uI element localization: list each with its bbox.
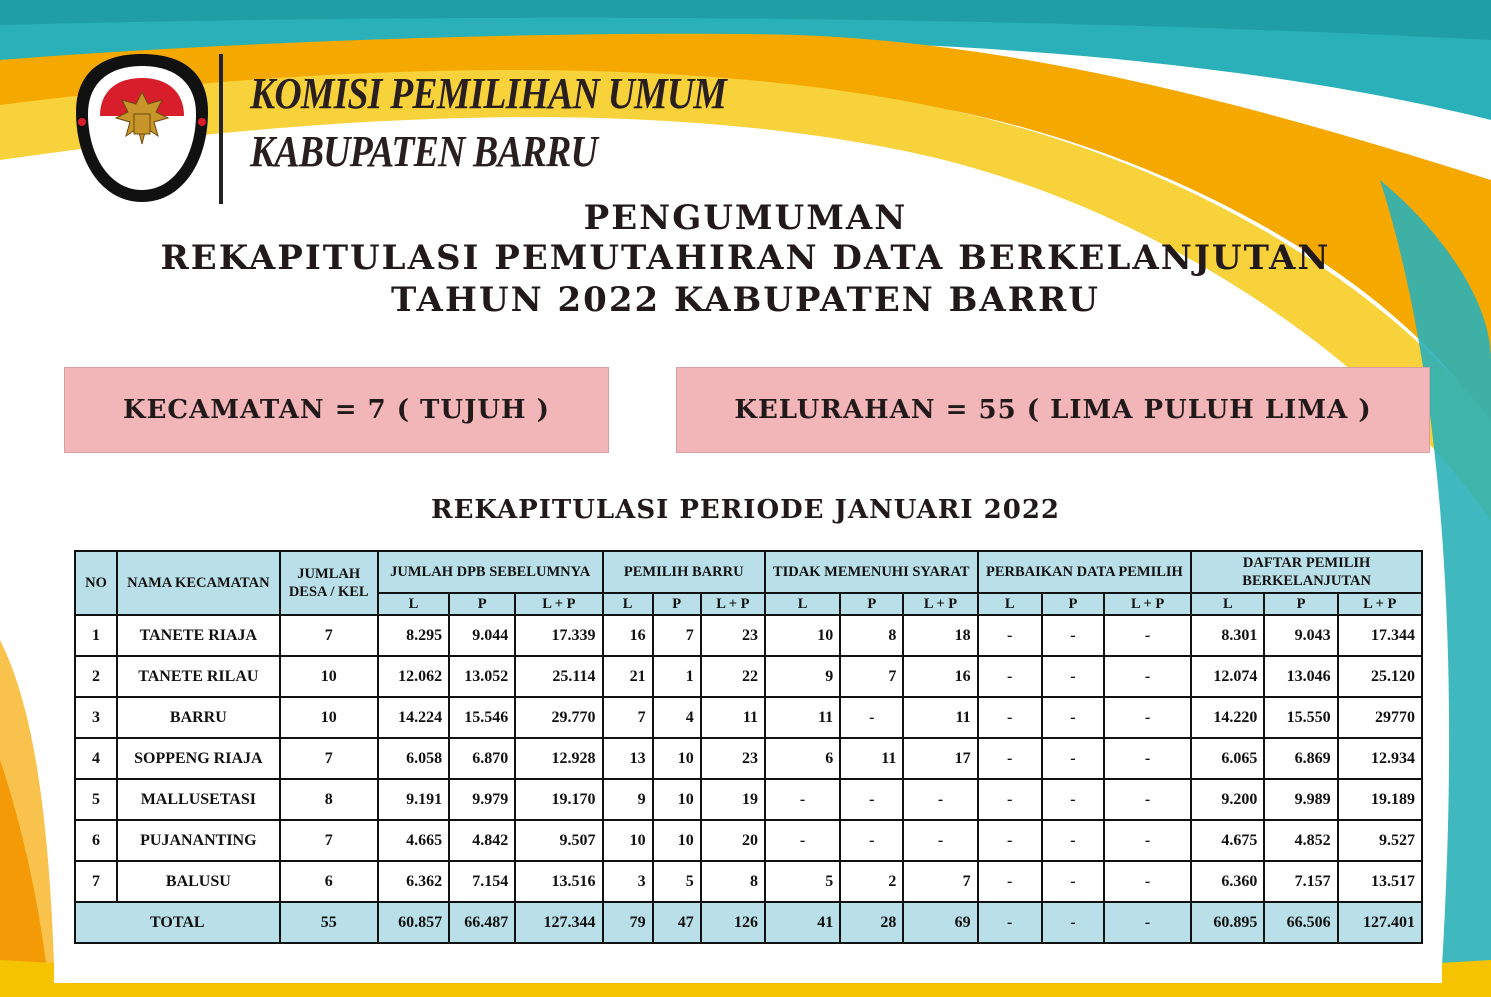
table-cell: 8 bbox=[280, 779, 378, 820]
table-cell: 4.665 bbox=[378, 820, 449, 861]
table-cell: 9.527 bbox=[1338, 820, 1422, 861]
total-cell: - bbox=[978, 902, 1042, 943]
table-cell: 9.191 bbox=[378, 779, 449, 820]
table-cell: - bbox=[840, 779, 903, 820]
announcement-year: TAHUN 2022 KABUPATEN BARRU bbox=[391, 280, 1100, 320]
total-cell: 127.401 bbox=[1338, 902, 1422, 943]
table-cell: - bbox=[1104, 738, 1191, 779]
table-cell: - bbox=[1042, 820, 1104, 861]
kpu-logo bbox=[72, 52, 212, 204]
header-dpb-sebelumnya: JUMLAH DPB SEBELUMNYA bbox=[378, 551, 603, 593]
table-cell: 11 bbox=[701, 697, 765, 738]
table-cell: 19.170 bbox=[515, 779, 602, 820]
table-cell: 15.550 bbox=[1264, 697, 1337, 738]
table-cell: 5 bbox=[75, 779, 117, 820]
table-cell: 4 bbox=[75, 738, 117, 779]
table-cell: MALLUSETASI bbox=[117, 779, 279, 820]
table-cell: - bbox=[1042, 779, 1104, 820]
table-cell: - bbox=[1042, 615, 1104, 656]
table-cell: 12.074 bbox=[1191, 656, 1264, 697]
total-cell: 66.506 bbox=[1264, 902, 1337, 943]
org-name-line1: KOMISI PEMILIHAN UMUM bbox=[250, 69, 727, 118]
table-cell: - bbox=[903, 820, 977, 861]
table-cell: 7 bbox=[653, 615, 701, 656]
subheader-l: L bbox=[1191, 593, 1264, 615]
table-cell: 9.989 bbox=[1264, 779, 1337, 820]
table-row bbox=[75, 615, 1422, 656]
total-cell: 79 bbox=[603, 902, 653, 943]
table-cell: 10 bbox=[603, 820, 653, 861]
table-cell: 16 bbox=[603, 615, 653, 656]
table-cell: BARRU bbox=[117, 697, 279, 738]
table-cell: 5 bbox=[653, 861, 701, 902]
table-cell: 4.842 bbox=[449, 820, 515, 861]
table-cell: 8 bbox=[701, 861, 765, 902]
subheader-l: L bbox=[603, 593, 653, 615]
table-cell: - bbox=[978, 861, 1042, 902]
table-cell: 9.507 bbox=[515, 820, 602, 861]
table-cell: 8.295 bbox=[378, 615, 449, 656]
table-cell: 29770 bbox=[1338, 697, 1422, 738]
table-cell: - bbox=[978, 779, 1042, 820]
table-cell: 14.220 bbox=[1191, 697, 1264, 738]
table-cell: 11 bbox=[903, 697, 977, 738]
header-no: NO bbox=[75, 551, 117, 615]
total-cell: 126 bbox=[701, 902, 765, 943]
table-cell: - bbox=[1042, 861, 1104, 902]
announcement-subtitle: REKAPITULASI PEMUTAHIRAN DATA BERKELANJUTAN bbox=[160, 238, 1331, 278]
table-cell: - bbox=[840, 820, 903, 861]
table-cell: 21 bbox=[603, 656, 653, 697]
total-cell: - bbox=[1104, 902, 1191, 943]
announcement-title: PENGUMUMAN bbox=[583, 198, 908, 238]
header-perbaikan: PERBAIKAN DATA PEMILIH bbox=[978, 551, 1192, 593]
header-divider bbox=[219, 54, 223, 204]
total-cell: 60.857 bbox=[378, 902, 449, 943]
table-cell: 12.928 bbox=[515, 738, 602, 779]
table-cell: 10 bbox=[280, 656, 378, 697]
table-cell: - bbox=[1104, 615, 1191, 656]
subheader-l: L bbox=[765, 593, 840, 615]
table-cell: - bbox=[840, 697, 903, 738]
table-cell: 9.043 bbox=[1264, 615, 1337, 656]
table-row bbox=[75, 656, 1422, 697]
table-cell: - bbox=[1042, 697, 1104, 738]
table-cell: 6.870 bbox=[449, 738, 515, 779]
table-cell: 14.224 bbox=[378, 697, 449, 738]
table-cell: 19 bbox=[701, 779, 765, 820]
table-cell: 11 bbox=[840, 738, 903, 779]
total-cell: 60.895 bbox=[1191, 902, 1264, 943]
subheader-p: P bbox=[653, 593, 701, 615]
table-cell: - bbox=[1104, 656, 1191, 697]
org-name-line2: KABUPATEN BARRU bbox=[250, 127, 598, 176]
table-cell: 23 bbox=[701, 615, 765, 656]
table-cell: 13.046 bbox=[1264, 656, 1337, 697]
table-cell: 10 bbox=[280, 697, 378, 738]
table-cell: 17.344 bbox=[1338, 615, 1422, 656]
table-cell: 12.062 bbox=[378, 656, 449, 697]
table-cell: 10 bbox=[765, 615, 840, 656]
table-cell: 12.934 bbox=[1338, 738, 1422, 779]
subheader-lp: L + P bbox=[1104, 593, 1191, 615]
table-cell: 9.979 bbox=[449, 779, 515, 820]
table-row bbox=[75, 779, 1422, 820]
table-cell: TANETE RILAU bbox=[117, 656, 279, 697]
table-cell: 6.058 bbox=[378, 738, 449, 779]
table-cell: 4 bbox=[653, 697, 701, 738]
total-cell: 66.487 bbox=[449, 902, 515, 943]
table-cell: 15.546 bbox=[449, 697, 515, 738]
table-cell: 2 bbox=[840, 861, 903, 902]
table-cell: - bbox=[1104, 820, 1191, 861]
table-cell: 25.120 bbox=[1338, 656, 1422, 697]
table-cell: 10 bbox=[653, 820, 701, 861]
subheader-lp: L + P bbox=[701, 593, 765, 615]
table-cell: 13.517 bbox=[1338, 861, 1422, 902]
table-cell: - bbox=[765, 779, 840, 820]
table-cell: 16 bbox=[903, 656, 977, 697]
total-cell: 47 bbox=[653, 902, 701, 943]
table-cell: - bbox=[1104, 861, 1191, 902]
table-cell: SOPPENG RIAJA bbox=[117, 738, 279, 779]
table-cell: - bbox=[1042, 656, 1104, 697]
table-cell: 6.065 bbox=[1191, 738, 1264, 779]
header-daftar-pemilih: DAFTAR PEMILIH BERKELANJUTAN bbox=[1191, 551, 1422, 593]
header-jumlah-desa: JUMLAH DESA / KEL bbox=[280, 551, 378, 615]
table-cell: 23 bbox=[701, 738, 765, 779]
total-cell: - bbox=[1042, 902, 1104, 943]
table-cell: - bbox=[1042, 738, 1104, 779]
table-cell: PUJANANTING bbox=[117, 820, 279, 861]
header-nama-kecamatan: NAMA KECAMATAN bbox=[117, 551, 279, 615]
subheader-lp: L + P bbox=[1338, 593, 1422, 615]
table-cell: - bbox=[978, 697, 1042, 738]
table-cell: 9.044 bbox=[449, 615, 515, 656]
table-cell: 8.301 bbox=[1191, 615, 1264, 656]
period-title: REKAPITULASI PERIODE JANUARI 2022 bbox=[431, 495, 1060, 525]
table-cell: 2 bbox=[75, 656, 117, 697]
subheader-lp: L + P bbox=[515, 593, 602, 615]
table-cell: 7 bbox=[280, 738, 378, 779]
table-cell: 3 bbox=[603, 861, 653, 902]
subheader-p: P bbox=[1264, 593, 1337, 615]
total-cell: 55 bbox=[280, 902, 378, 943]
table-cell: 17.339 bbox=[515, 615, 602, 656]
table-cell: 17 bbox=[903, 738, 977, 779]
subheader-p: P bbox=[840, 593, 903, 615]
table-cell: 7 bbox=[840, 656, 903, 697]
table-cell: 10 bbox=[653, 738, 701, 779]
table-cell: 13 bbox=[603, 738, 653, 779]
table-cell: - bbox=[765, 820, 840, 861]
table-cell: 5 bbox=[765, 861, 840, 902]
table-cell: TANETE RIAJA bbox=[117, 615, 279, 656]
table-cell: 6 bbox=[765, 738, 840, 779]
table-cell: 6 bbox=[75, 820, 117, 861]
table-cell: - bbox=[1104, 779, 1191, 820]
table-cell: - bbox=[978, 656, 1042, 697]
table-cell: 7 bbox=[280, 820, 378, 861]
table-cell: 9 bbox=[603, 779, 653, 820]
table-cell: 4.852 bbox=[1264, 820, 1337, 861]
table-cell: - bbox=[1104, 697, 1191, 738]
table-cell: - bbox=[978, 820, 1042, 861]
table-cell: 19.189 bbox=[1338, 779, 1422, 820]
kecamatan-summary-box: KECAMATAN = 7 ( TUJUH ) bbox=[64, 367, 609, 453]
table-cell: 7 bbox=[280, 615, 378, 656]
table-cell: 7 bbox=[75, 861, 117, 902]
table-cell: 7.157 bbox=[1264, 861, 1337, 902]
table-row bbox=[75, 697, 1422, 738]
table-cell: 20 bbox=[701, 820, 765, 861]
table-cell: 7 bbox=[903, 861, 977, 902]
recap-table-panel bbox=[54, 535, 1442, 983]
subheader-lp: L + P bbox=[903, 593, 977, 615]
table-cell: 6.360 bbox=[1191, 861, 1264, 902]
table-cell: 18 bbox=[903, 615, 977, 656]
subheader-l: L bbox=[378, 593, 449, 615]
table-cell: 4.675 bbox=[1191, 820, 1264, 861]
table-cell: 6.362 bbox=[378, 861, 449, 902]
total-cell: 41 bbox=[765, 902, 840, 943]
total-cell: 127.344 bbox=[515, 902, 602, 943]
table-cell: 6.869 bbox=[1264, 738, 1337, 779]
table-row bbox=[75, 820, 1422, 861]
subheader-p: P bbox=[1042, 593, 1104, 615]
table-cell: 9.200 bbox=[1191, 779, 1264, 820]
table-cell: 1 bbox=[75, 615, 117, 656]
table-cell: 7 bbox=[603, 697, 653, 738]
table-total-row bbox=[75, 902, 1422, 943]
total-label: TOTAL bbox=[75, 902, 280, 943]
table-cell: 10 bbox=[653, 779, 701, 820]
table-cell: 13.516 bbox=[515, 861, 602, 902]
header-tms: TIDAK MEMENUHI SYARAT bbox=[765, 551, 978, 593]
table-cell: 22 bbox=[701, 656, 765, 697]
table-row bbox=[75, 738, 1422, 779]
table-cell: 3 bbox=[75, 697, 117, 738]
table-cell: 13.052 bbox=[449, 656, 515, 697]
table-cell: 25.114 bbox=[515, 656, 602, 697]
table-cell: - bbox=[978, 615, 1042, 656]
total-cell: 69 bbox=[903, 902, 977, 943]
table-cell: 8 bbox=[840, 615, 903, 656]
table-cell: - bbox=[978, 738, 1042, 779]
subheader-l: L bbox=[978, 593, 1042, 615]
table-cell: 9 bbox=[765, 656, 840, 697]
table-cell: - bbox=[903, 779, 977, 820]
table-cell: 29.770 bbox=[515, 697, 602, 738]
header-pemilih-baru: PEMILIH BARRU bbox=[603, 551, 765, 593]
subheader-p: P bbox=[449, 593, 515, 615]
table-cell: 1 bbox=[653, 656, 701, 697]
table-row bbox=[75, 861, 1422, 902]
table-cell: 7.154 bbox=[449, 861, 515, 902]
table-cell: BALUSU bbox=[117, 861, 279, 902]
recap-table bbox=[74, 550, 1423, 944]
total-cell: 28 bbox=[840, 902, 903, 943]
kelurahan-summary-box: KELURAHAN = 55 ( LIMA PULUH LIMA ) bbox=[676, 367, 1430, 453]
table-cell: 6 bbox=[280, 861, 378, 902]
table-cell: 11 bbox=[765, 697, 840, 738]
